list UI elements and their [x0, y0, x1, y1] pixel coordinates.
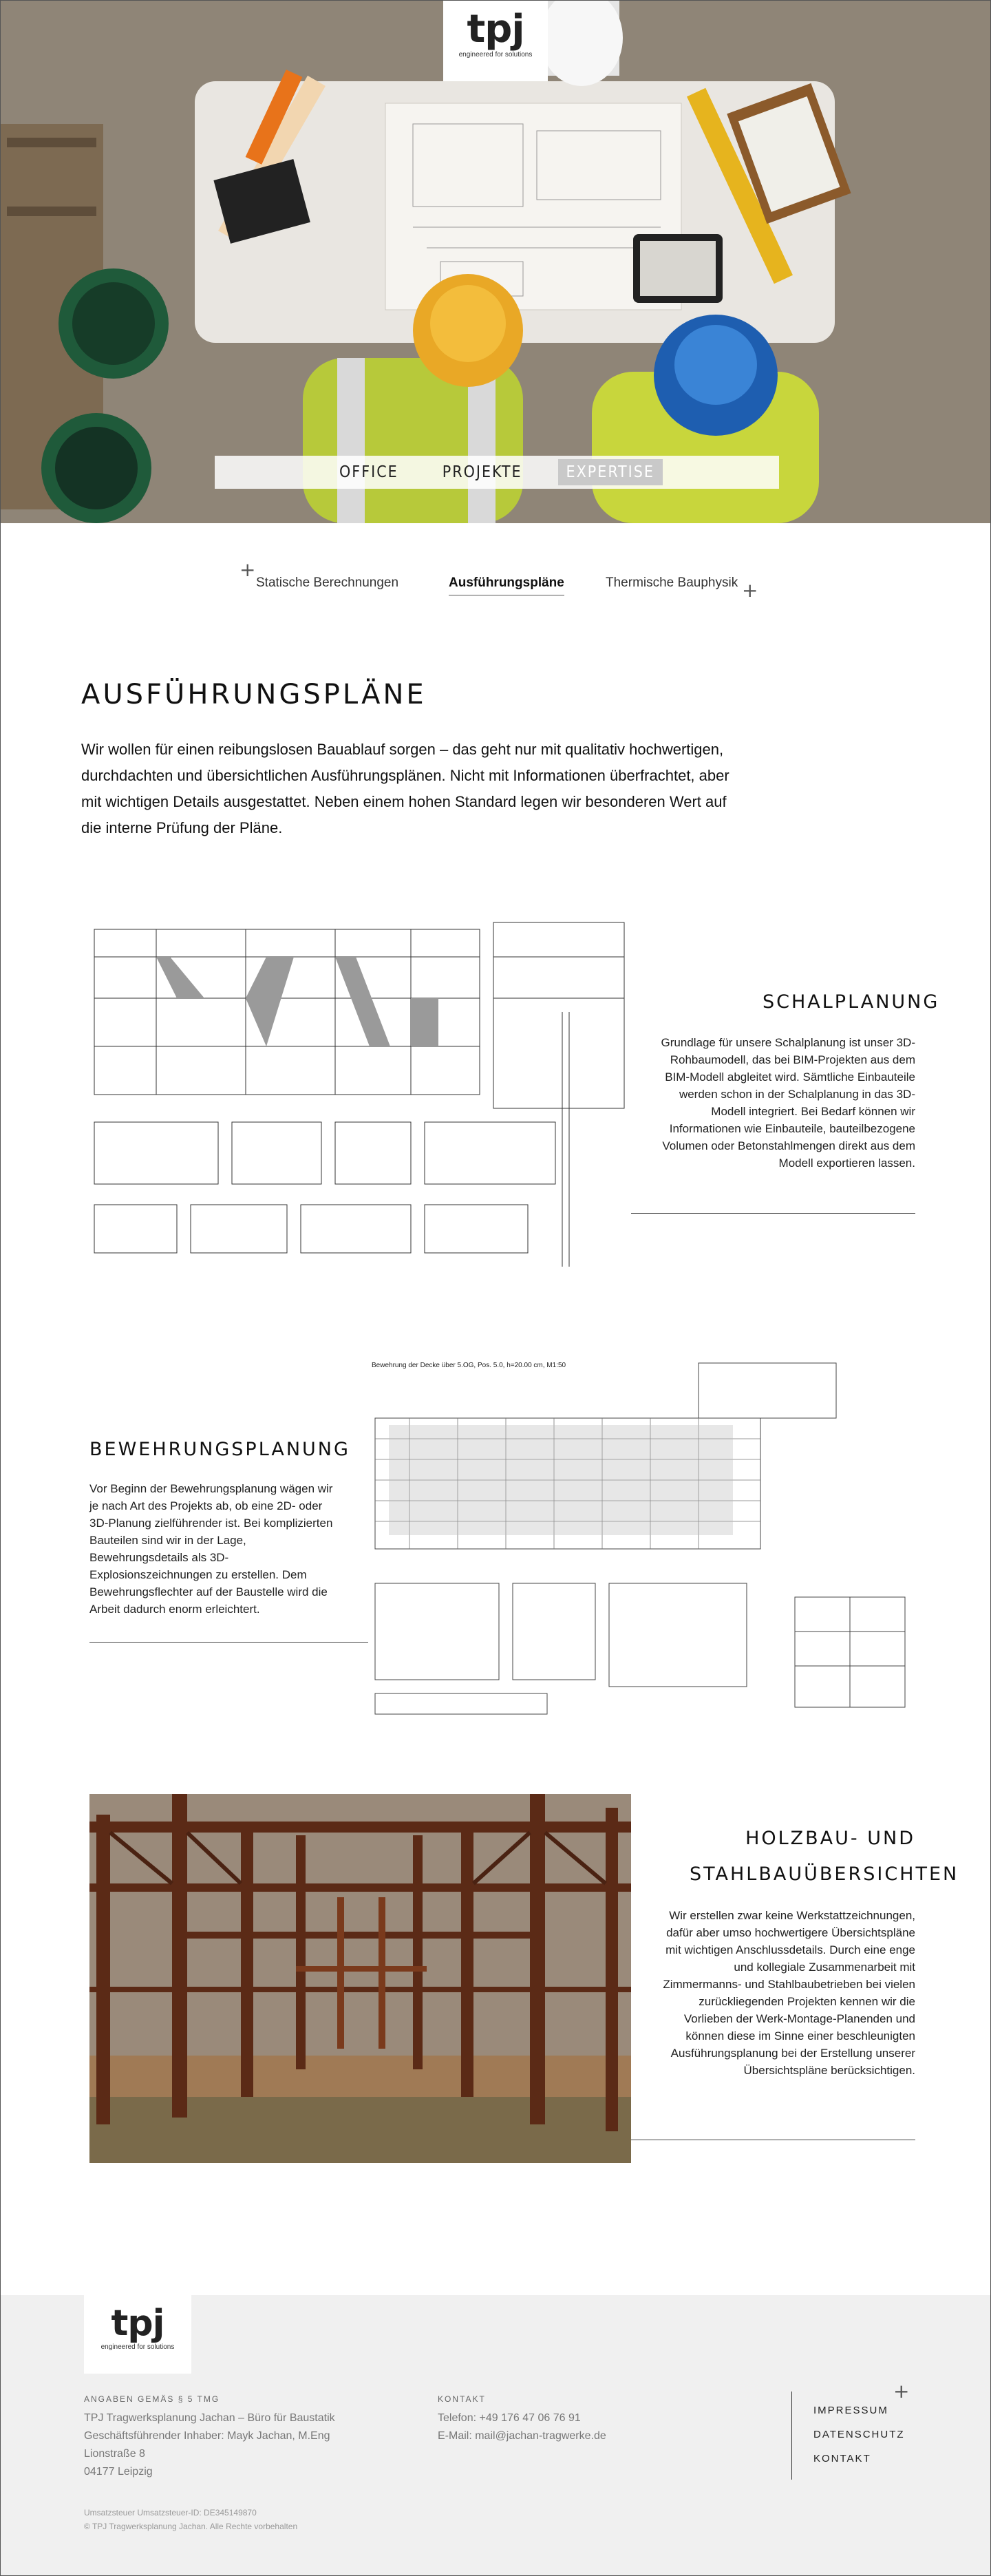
main-navigation: [215, 456, 779, 489]
section-divider: [89, 1642, 368, 1643]
holzbau-stahlbau-text: Wir erstellen zwar keine Werkstattzeichnungen, dafür aber umso hochwertigere Übersichtspläne mit wichtigen Anschlussdetails. Durch eine enge und kollegiale Zusammenarbeit mit Zimmermanns- und Stahlbaubetrieben bei vielen zurückliegenden Projekten kennen wir die Vorlieben der Werk-Montage-Planenden und können diese im Sinne einer beschleunigten Ausführungsplanung bei der Erstellung unserer Übersichtspläne berücksichtigen.: [663, 1909, 915, 2077]
header-logo[interactable]: [443, 0, 548, 81]
legal-heading: ANGABEN GEMÄS § 5 TMG: [84, 2394, 220, 2404]
holzbau-stahlbau-title: [690, 1821, 959, 1892]
drawing-caption: Bewehrung der Decke über 5.OG, Pos. 5.0, h=20.00 cm, M1:50: [372, 1362, 566, 1369]
vat-id: Umsatzsteuer Umsatzsteuer-ID: DE345149870: [84, 2508, 257, 2517]
nav-expertise[interactable]: EXPERTISE: [558, 459, 663, 485]
schalplanung-text: Grundlage für unsere Schalplanung ist unser 3D-Rohbaumodell, das bei BIM-Projekten aus dem BIM-Modell abgleitet wird. Sämtliche Einbauteile werden schon in der Schalplanung in das 3D-Modell integriert. Bei Bedarf können wir Informationen wie Einbauteile, bauteilbezogene Volumen oder Betonstahlmengen direkt aus dem Modell exportieren lassen.: [661, 1036, 915, 1170]
nav-office[interactable]: OFFICE: [339, 463, 398, 481]
reinforcement-plan-illustration: [368, 1356, 912, 1721]
plus-icon: +: [742, 579, 758, 602]
bewehrung-drawing: [368, 1356, 912, 1721]
footer-link-datenschutz[interactable]: DATENSCHUTZ: [813, 2429, 905, 2440]
copyright: © TPJ Tragwerksplanung Jachan. Alle Rechte vorbehalten: [84, 2522, 298, 2531]
page-title: AUSFÜHRUNGSPLÄNE: [81, 679, 427, 710]
subnav-ausfuehrungsplaene[interactable]: Ausführungspläne: [449, 576, 564, 595]
nav-projekte[interactable]: PROJEKTE: [442, 463, 522, 481]
logo-tagline: engineered for solutions: [100, 2343, 175, 2351]
plus-icon: +: [239, 558, 256, 581]
footer-divider: [791, 2392, 792, 2480]
schalplan-drawing: [87, 916, 631, 1280]
steel-frame-illustration: [89, 1794, 631, 2163]
street-address: Lionstraße 8: [84, 2448, 145, 2460]
hero-image: [0, 0, 991, 523]
steel-structure-photo: [89, 1794, 631, 2163]
bewehrungsplanung-title: BEWEHRUNGSPLANUNG: [89, 1439, 350, 1460]
city-address: 04177 Leipzig: [84, 2466, 153, 2478]
contact-heading: KONTAKT: [438, 2394, 486, 2404]
footer-link-kontakt[interactable]: KONTAKT: [813, 2453, 871, 2464]
phone-number[interactable]: Telefon: +49 176 47 06 76 91: [438, 2412, 581, 2424]
holzbau-title-line1: HOLZBAU- UND: [745, 1828, 915, 1849]
plus-icon: +: [893, 2380, 910, 2403]
footer-logo[interactable]: [84, 2295, 191, 2374]
owner-info: Geschäftsführender Inhaber: Mayk Jachan, M.Eng: [84, 2430, 330, 2442]
bewehrungsplanung-text: Vor Beginn der Bewehrungsplanung wägen wir je nach Art des Projekts ab, ob eine 2D- oder 3D-Planung zielführender ist. Bei komplizierten Bauteilen sind wir in der Lage, Bewehrungsdetails als 3D-Explosionszeichnungen zu erstellen. Dem Bewehrungsflechter auf der Baustelle wird die Arbeit dadurch enorm erleichtert.: [89, 1482, 333, 1616]
holzbau-title-line2: STAHLBAUÜBERSICHTEN: [690, 1864, 959, 1885]
subnav-thermische-bauphysik[interactable]: Thermische Bauphysik: [606, 576, 738, 590]
logo-wordmark: tpj: [467, 7, 524, 52]
footer-link-impressum[interactable]: IMPRESSUM: [813, 2405, 888, 2416]
logo-wordmark: tpj: [111, 2303, 164, 2344]
subnav-statische-berechnungen[interactable]: Statische Berechnungen: [256, 576, 399, 590]
section-divider: [631, 1213, 915, 1214]
intro-text: Wir wollen für einen reibungslosen Bauablauf sorgen – das geht nur mit qualitativ hochwertigen, durchdachten und übersichtlichen Ausführungsplänen. Nicht mit Informationen überfrachtet, aber mit wichtigen Details ausgestattet. Neben einem hohen Standard legen wir besonderen Wert auf die interne Prüfung der Pläne.: [81, 741, 729, 836]
logo-tagline: engineered for solutions: [458, 51, 533, 59]
schalplanung-title: SCHALPLANUNG: [763, 991, 940, 1013]
expertise-subnav: [0, 558, 991, 606]
email-address[interactable]: E-Mail: mail@jachan-tragwerke.de: [438, 2430, 606, 2442]
formwork-plan-illustration: [87, 916, 631, 1280]
company-name: TPJ Tragwerksplanung Jachan – Büro für Baustatik: [84, 2412, 335, 2424]
